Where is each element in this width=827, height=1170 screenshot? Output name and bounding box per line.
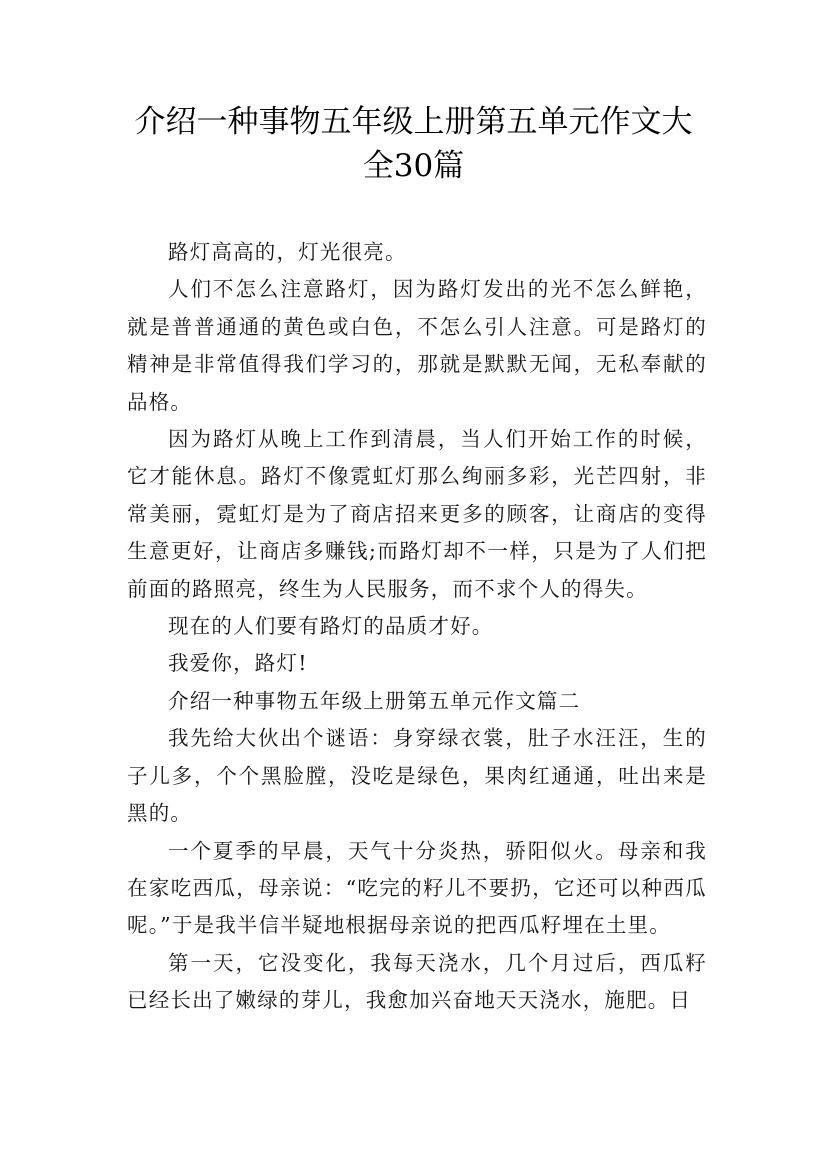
title-line-2: 全30篇 [362,148,465,184]
section-heading: 介绍一种事物五年级上册第五单元作文篇二 [168,688,581,713]
paragraph: 人们不怎么注意路灯，因为路灯发出的光不怎么鲜艳，就是普普通通的黄色或白色，不怎么引人注意。可是路灯的精神是非常值得我们学习的，那就是默默无闻，无私奉献的品格。 [127,277,707,414]
paragraph: 第一天，它没变化，我每天浇水，几个月过后，西瓜籽已经长出了嫩绿的芽儿，我愈加兴奋地天天浇水，施肥。日 [127,950,707,1013]
paragraph: 我爱你，路灯! [168,651,308,676]
paragraph: 路灯高高的，灯光很亮。 [168,240,407,264]
paragraph: 一个夏季的早晨，天气十分炎热，骄阳似火。母亲和我在家吃西瓜，母亲说：“吃完的籽儿不要扔，它还可以种西瓜呢。”于是我半信半疑地根据母亲说的把西瓜籽埋在土里。 [127,838,707,938]
paragraph: 现在的人们要有路灯的品质才好。 [168,614,494,639]
paragraph: 我先给大伙出个谜语：身穿绿衣裳，肚子水汪汪，生的子儿多，个个黑脸膛，没吃是绿色，果肉红通通，吐出来是黑的。 [127,726,707,826]
paragraph: 因为路灯从晚上工作到清晨，当人们开始工作的时候，它才能休息。路灯不像霓虹灯那么绚丽多彩，光芒四射，非常美丽，霓虹灯是为了商店招来更多的顾客，让商店的变得生意更好，让商店多赚钱;而路灯却不一样，只是为了人们把前面的路照亮，终生为人民服务，而不求个人的得失。 [127,427,707,601]
title-line-1: 介绍一种事物五年级上册第五单元作文大 [134,104,693,140]
document-title [60,100,767,188]
document-body [127,234,707,1020]
